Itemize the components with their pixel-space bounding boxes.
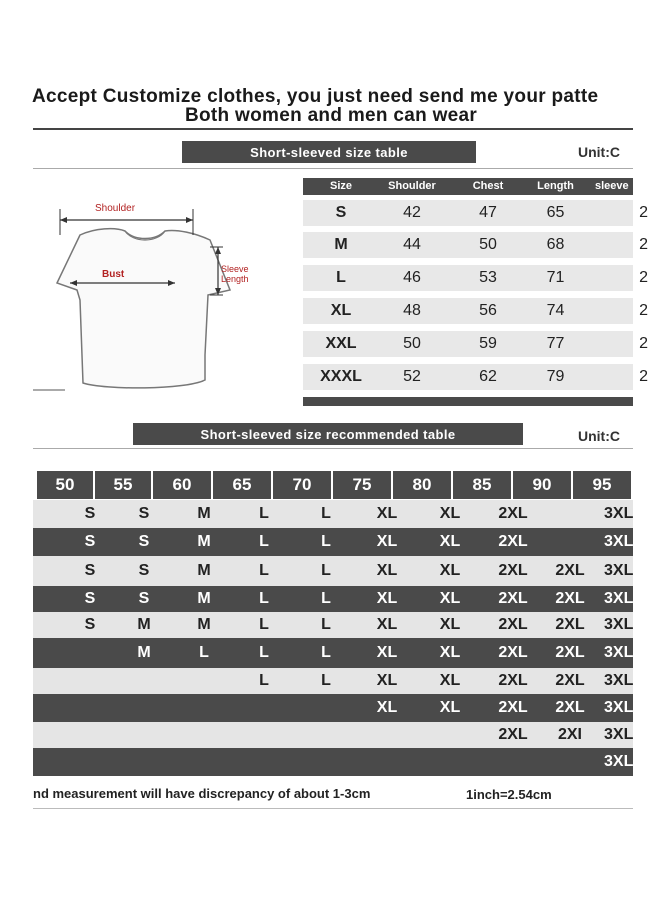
- recommended-cell: M: [137, 644, 151, 661]
- recommended-cell: L: [259, 616, 269, 633]
- recommended-cell: S: [84, 590, 96, 607]
- recommended-divider: [33, 448, 633, 449]
- recommended-cell: 2XL: [498, 616, 528, 633]
- recommended-cell: 3XL: [604, 533, 634, 550]
- recommended-cell: 3XL: [604, 505, 634, 522]
- recommended-cell: M: [197, 590, 211, 607]
- size-table-cell-shoulder: 42: [403, 204, 421, 221]
- recommended-row: [33, 668, 633, 694]
- recommended-cell: S: [84, 533, 96, 550]
- tshirt-diagram: [25, 195, 265, 395]
- size-table-cell-sleeve: 2: [639, 236, 648, 253]
- size-table-row: [303, 298, 648, 324]
- header-line-1: Accept Customize clothes, you just need send me your patte: [32, 86, 599, 107]
- col-sleeve: sleeve: [595, 180, 629, 192]
- tshirt-outline-icon: [57, 229, 230, 388]
- col-size: Size: [329, 180, 352, 192]
- recommended-cell: 2XL: [498, 505, 528, 522]
- recommended-cell: 2XL: [498, 533, 528, 550]
- recommended-cell: 2XL: [555, 590, 585, 607]
- recommended-cell: 3XL: [604, 616, 634, 633]
- recommended-cell: M: [137, 616, 151, 633]
- weight-header-cell: 55: [95, 471, 151, 499]
- recommended-cell: M: [197, 562, 211, 579]
- col-length: Length: [537, 180, 574, 192]
- recommended-cell: L: [321, 505, 331, 522]
- recommended-unit: Unit:C: [578, 428, 620, 444]
- recommended-cell: 3XL: [604, 699, 634, 716]
- recommended-cell: XL: [376, 562, 398, 579]
- recommended-cell: S: [138, 590, 150, 607]
- recommended-cell: S: [84, 616, 96, 633]
- recommended-cell: M: [197, 616, 211, 633]
- weight-header-cell: 95: [573, 471, 631, 499]
- recommended-cell: L: [259, 562, 269, 579]
- recommended-cell: 2XL: [498, 644, 528, 661]
- size-table-cell-size: XL: [330, 302, 352, 319]
- size-table-cell-length: 65: [546, 204, 565, 221]
- size-table-cell-length: 79: [546, 368, 565, 385]
- recommended-cell: 2XL: [498, 562, 528, 579]
- recommended-cell: S: [84, 505, 96, 522]
- size-table-cell-chest: 53: [479, 269, 497, 286]
- recommended-cell: 2XL: [498, 726, 528, 743]
- size-table-cell-shoulder: 52: [403, 368, 421, 385]
- weight-header-cell: 50: [37, 471, 93, 499]
- size-table-divider: [33, 168, 633, 169]
- size-table-cell-size: XXL: [325, 335, 357, 352]
- size-table-cell-shoulder: 48: [403, 302, 421, 319]
- recommended-cell: L: [259, 505, 269, 522]
- footer-inch: 1inch=2.54cm: [466, 787, 552, 802]
- size-table-row: [303, 232, 648, 258]
- size-table-cell-sleeve: 2: [639, 335, 648, 352]
- recommended-cell: 3XL: [604, 562, 634, 579]
- recommended-cell: 2XL: [555, 616, 585, 633]
- size-table-cell-chest: 47: [479, 204, 497, 221]
- size-table-cell-sleeve: 2: [639, 204, 648, 221]
- size-table-row: [303, 364, 648, 390]
- recommended-row: [33, 612, 633, 638]
- size-table-cell-size: XXXL: [320, 368, 362, 385]
- size-table-cell-sleeve: 2: [639, 368, 648, 385]
- recommended-cell: XL: [376, 505, 398, 522]
- diagram-label-sleeve-2: Length: [221, 274, 249, 284]
- weight-header-cell: 70: [273, 471, 331, 499]
- size-table: [303, 178, 648, 408]
- size-table-cell-shoulder: 44: [403, 236, 421, 253]
- size-table-cell-length: 74: [546, 302, 565, 319]
- recommended-cell: XL: [376, 672, 398, 689]
- recommended-cell: S: [138, 533, 150, 550]
- recommended-cell: L: [321, 533, 331, 550]
- recommended-cell: M: [197, 505, 211, 522]
- recommended-cell: 3XL: [604, 644, 634, 661]
- recommended-row: [33, 748, 633, 776]
- weight-header-cell: 85: [453, 471, 511, 499]
- recommended-row: [33, 694, 633, 722]
- size-table-row: [303, 331, 648, 357]
- size-table-cell-length: 68: [546, 236, 565, 253]
- recommended-cell: S: [84, 562, 96, 579]
- recommended-cell: L: [321, 616, 331, 633]
- recommended-cell: XL: [376, 616, 398, 633]
- recommended-cell: L: [259, 590, 269, 607]
- footer-divider: [33, 808, 633, 809]
- size-table-cell-chest: 59: [479, 335, 497, 352]
- recommended-cell: XL: [439, 616, 461, 633]
- recommended-cell: 2XL: [498, 672, 528, 689]
- recommended-cell: L: [321, 590, 331, 607]
- size-table-cell-length: 77: [546, 335, 565, 352]
- size-table-cell-sleeve: 2: [639, 302, 648, 319]
- recommended-row: [33, 586, 633, 612]
- size-table-cell-length: 71: [546, 269, 565, 286]
- col-chest: Chest: [472, 180, 504, 192]
- size-table-cell-size: M: [334, 236, 348, 253]
- recommended-row: [33, 500, 633, 528]
- recommended-cell: XL: [439, 505, 461, 522]
- footer-note: nd measurement will have discrepancy of about 1-3cm: [33, 786, 371, 801]
- recommended-cell: 3XL: [604, 726, 634, 743]
- recommended-cell: 3XL: [604, 753, 634, 770]
- recommended-cell: L: [321, 644, 331, 661]
- size-table-cell-size: L: [336, 269, 346, 286]
- size-table-row: [303, 265, 648, 291]
- recommended-cell: 2XL: [555, 562, 585, 579]
- size-table-cell-shoulder: 46: [403, 269, 421, 286]
- size-table-bottom-bar: [303, 397, 633, 406]
- size-table-cell-sleeve: 2: [639, 269, 648, 286]
- recommended-cell: L: [259, 533, 269, 550]
- recommended-cell: 2XL: [498, 590, 528, 607]
- recommended-cell: 3XL: [604, 672, 634, 689]
- recommended-cell: 3XL: [604, 590, 634, 607]
- recommended-cell: S: [138, 505, 150, 522]
- recommended-cell: XL: [439, 590, 461, 607]
- recommended-cell: XL: [376, 699, 398, 716]
- recommended-cell: XL: [439, 562, 461, 579]
- recommended-row: [33, 556, 633, 586]
- recommended-cell: XL: [376, 590, 398, 607]
- recommended-cell: L: [321, 672, 331, 689]
- recommended-cell: XL: [439, 699, 461, 716]
- recommended-cell: L: [199, 644, 209, 661]
- size-table-cell-chest: 62: [479, 368, 497, 385]
- weight-header-cell: 80: [393, 471, 451, 499]
- recommended-cell: XL: [439, 533, 461, 550]
- recommended-cell: XL: [439, 672, 461, 689]
- recommended-cell: XL: [376, 644, 398, 661]
- diagram-label-sleeve-1: Sleeve: [221, 264, 249, 274]
- recommended-cell: 2XL: [555, 644, 585, 661]
- recommended-row: [33, 638, 633, 668]
- size-table-cell-chest: 56: [479, 302, 497, 319]
- weight-header-cell: 65: [213, 471, 271, 499]
- recommended-cell: XL: [376, 533, 398, 550]
- diagram-label-shoulder: Shoulder: [95, 203, 136, 214]
- weight-header-cell: 60: [153, 471, 211, 499]
- recommended-banner: Short-sleeved size recommended table: [133, 423, 523, 445]
- recommended-cell: S: [138, 562, 150, 579]
- header-line-2: Both women and men can wear: [185, 105, 478, 126]
- header-divider: [33, 128, 633, 130]
- size-table-banner: Short-sleeved size table: [182, 141, 476, 163]
- size-table-row: [303, 200, 648, 226]
- diagram-label-sleeve: [221, 264, 249, 284]
- recommended-row: [33, 722, 633, 748]
- recommended-cell: M: [197, 533, 211, 550]
- recommended-cell: L: [259, 644, 269, 661]
- recommended-row: [33, 528, 633, 556]
- size-table-cell-size: S: [335, 204, 347, 221]
- size-table-cell-chest: 50: [479, 236, 497, 253]
- recommended-cell: L: [259, 672, 269, 689]
- weight-header-cell: 75: [333, 471, 391, 499]
- recommended-cell: 2XL: [555, 699, 585, 716]
- size-table-header: [303, 178, 633, 195]
- recommended-cell: L: [321, 562, 331, 579]
- col-shoulder: Shoulder: [388, 180, 436, 192]
- recommended-cell: 2XL: [555, 672, 585, 689]
- size-table-cell-shoulder: 50: [403, 335, 421, 352]
- diagram-label-bust: Bust: [102, 269, 125, 280]
- size-table-unit: Unit:C: [578, 144, 620, 160]
- weight-header-cell: 90: [513, 471, 571, 499]
- recommended-cell: XL: [439, 644, 461, 661]
- recommended-cell: 2XI: [557, 726, 582, 743]
- recommended-cell: 2XL: [498, 699, 528, 716]
